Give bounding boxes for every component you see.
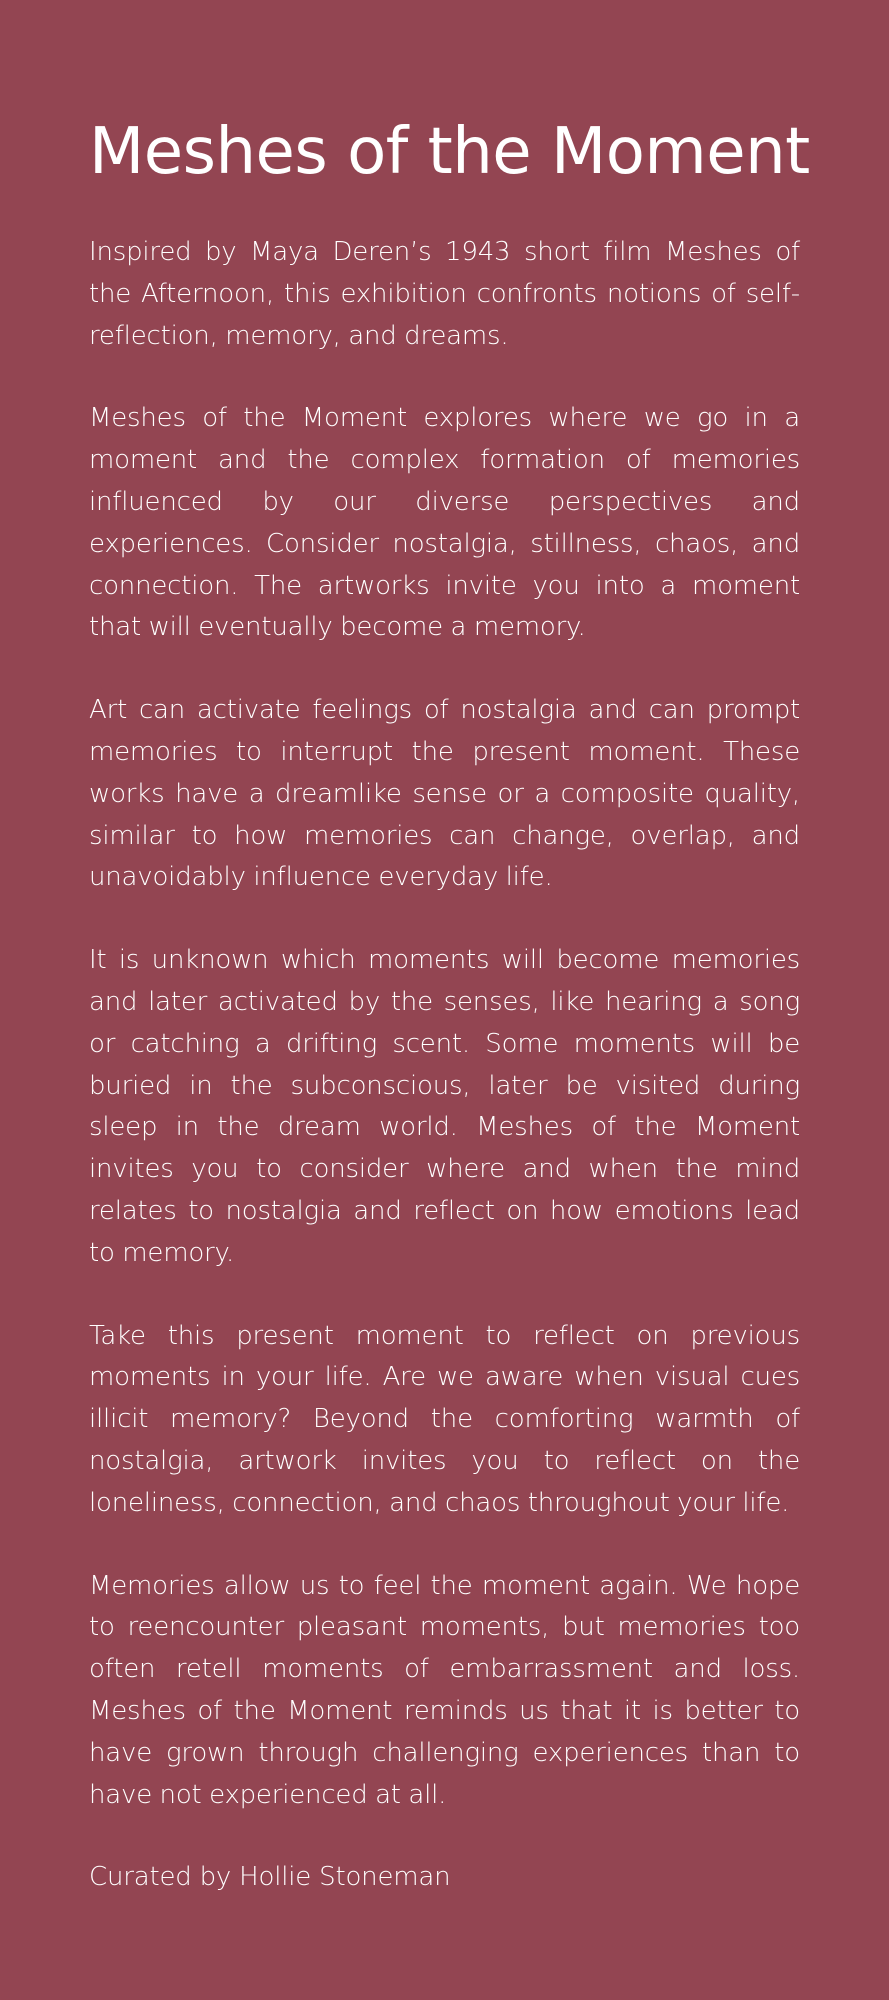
- description-paragraph-5: Take this present moment to reflect on previous moments in your life. Are we aware when visual cues illicit memory? Beyond the comforting warmth of nostalgia, artwork invites you to reflect on the loneliness, connection, and chaos throughout your life.: [89, 1320, 800, 1518]
- description-paragraph-6: Memories allow us to feel the moment again. We hope to reencounter pleasant moments, but memories too often retell moments of embarrassment and loss. Meshes of the Moment reminds us that it is better to have grown through challenging experiences than to have not experienced at all.: [89, 1570, 800, 1810]
- description-paragraph-1: Inspired by Maya Deren’s 1943 short film Meshes of the Afternoon, this exhibition confronts notions of self-reflection, memory, and dreams.: [89, 237, 800, 351]
- curator-credit: Curated by Hollie Stoneman: [89, 1862, 451, 1893]
- description-paragraph-3: Art can activate feelings of nostalgia and can prompt memories to interrupt the present moment. These works have a dreamlike sense or a composite quality, similar to how memories can change, overlap, and unavoidably influence everyday life.: [89, 695, 800, 893]
- description-paragraph-4: It is unknown which moments will become memories and later activated by the senses, like hearing a song or catching a drifting scent. Some moments will be buried in the subconscious, later be visited during sleep in the dream world. Meshes of the Moment invites you to consider where and when the mind relates to nostalgia and reflect on how emotions lead to memory.: [89, 945, 800, 1268]
- description-paragraph-2: Meshes of the Moment explores where we go in a moment and the complex formation of memories influenced by our diverse perspectives and experiences. Consider nostalgia, stillness, chaos, and connection. The artworks invite you into a moment that will eventually become a memory.: [89, 403, 800, 643]
- exhibition-title: Meshes of the Moment: [89, 115, 810, 189]
- exhibition-description: [89, 232, 800, 1816]
